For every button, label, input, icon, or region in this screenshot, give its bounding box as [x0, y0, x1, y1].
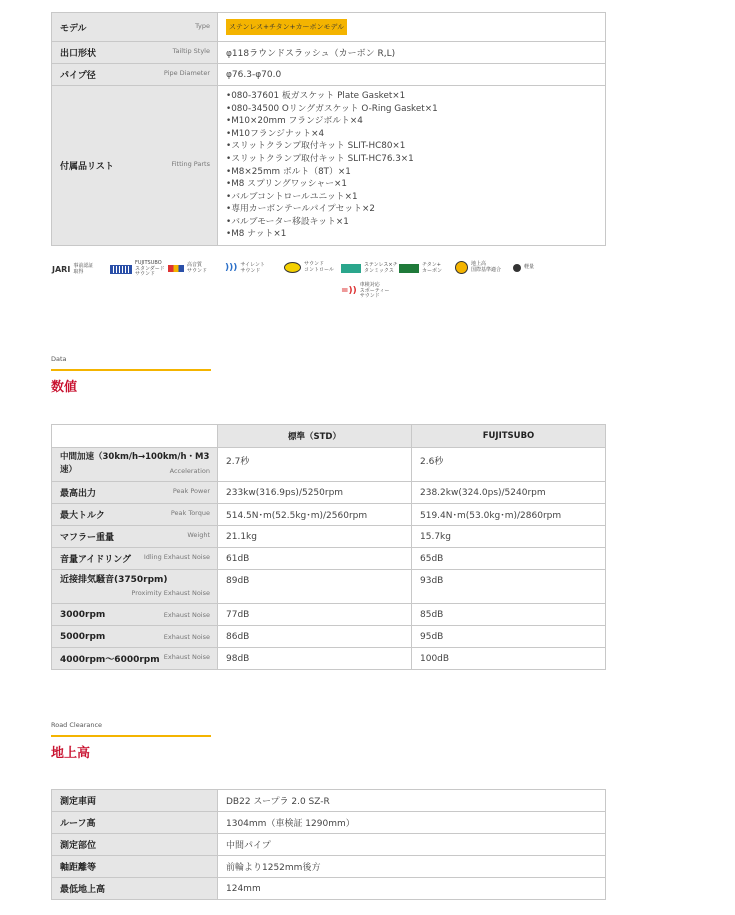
- data-section-underline: [51, 369, 211, 371]
- table-row: 測定車両 DB22 スープラ 2.0 SZ-R: [52, 790, 606, 812]
- data-table: [51, 424, 606, 670]
- sound-control-icon: サウンド コントロール: [284, 262, 334, 273]
- model-badge: ステンレス+チタン+カーボンモデル: [226, 19, 347, 35]
- spec-row-tailtip: [52, 42, 606, 64]
- list-item: •080-34500 Oリングガスケット O-Ring Gasket×1: [226, 103, 438, 114]
- spec-row-type: [52, 13, 606, 42]
- list-item: •専用カーボンテールパイプセット×2: [226, 204, 375, 215]
- table-row: 5000rpm Exhaust Noise 86dB 95dB: [52, 626, 606, 648]
- list-item: •スリットクランプ取付キット SLIT-HC80×1: [226, 141, 406, 152]
- list-item: •M8 ナット×1: [226, 229, 287, 240]
- clearance-section-label: Road Clearance: [51, 721, 103, 729]
- list-item: •M8 スプリングワッシャー×1: [226, 179, 347, 190]
- jari-icon: JARI 事前認証 取得: [52, 263, 94, 275]
- header-fujitsubo: FUJITSUBO: [412, 425, 606, 448]
- table-row: 4000rpm〜6000rpm Exhaust Noise 98dB 100dB: [52, 648, 606, 670]
- clearance-table: [51, 789, 606, 900]
- list-item: •M10フランジナット×4: [226, 128, 325, 139]
- list-item: •M10×20mm フランジボルト×4: [226, 116, 363, 127]
- spec-value: φ118ラウンドスラッシュ（カーボン R,L): [218, 42, 606, 64]
- silent-sound-icon: ))) サイレント サウンド: [225, 262, 265, 274]
- list-item: •M8×25mm ボルト（8T）×1: [226, 166, 351, 177]
- spec-value: φ76.3-φ70.0: [218, 64, 606, 86]
- spec-table: [51, 12, 606, 246]
- road-clearance-icon: 地上高 国際基準適合: [455, 261, 501, 274]
- spec-row-pipe: [52, 64, 606, 86]
- clearance-section-title: 地上高: [51, 746, 91, 761]
- spec-label: モデル Type: [52, 13, 218, 42]
- table-row: 中間加速（30km/h→100km/h・M3速） Acceleration 2.7秒 2.6秒: [52, 448, 606, 482]
- data-section-label: Data: [51, 355, 67, 363]
- spec-label: 出口形状 Tailtip Style: [52, 42, 218, 64]
- table-row: 最高出力 Peak Power 233kw(316.9ps)/5250rpm 238.2kw(324.0ps)/5240rpm: [52, 482, 606, 504]
- table-row: ルーフ高 1304mm（車検証 1290mm）: [52, 812, 606, 834]
- pro-sound-icon: =)) 車検対応 スポーティー サウンド: [341, 282, 390, 299]
- weight-icon: 軽量: [513, 264, 534, 272]
- table-row: 3000rpm Exhaust Noise 77dB 85dB: [52, 604, 606, 626]
- table-row: 最大トルク Peak Torque 514.5N･m(52.5kg･m)/2560rpm 519.4N･m(53.0kg･m)/2860rpm: [52, 504, 606, 526]
- spec-label: 付属品リスト Fitting Parts: [52, 86, 218, 246]
- data-section-title: 数値: [51, 380, 78, 395]
- table-row: 測定部位 中間パイプ: [52, 834, 606, 856]
- performance-sound-icon: 高音質 サウンド: [168, 263, 207, 274]
- table-row: 軸距離等 前輪より1252mm後方: [52, 856, 606, 878]
- list-item: •バルブモーター移設キット×1: [226, 216, 349, 227]
- spec-label: パイプ径 Pipe Diameter: [52, 64, 218, 86]
- fujitsubo-sound-icon: FUJITSUBO スタンダード サウンド: [110, 261, 165, 278]
- clearance-section-underline: [51, 735, 211, 737]
- titan-carbon-icon: チタン+ カーボン: [399, 263, 442, 274]
- list-item: •080-37601 板ガスケット Plate Gasket×1: [226, 90, 406, 101]
- list-item: •バルブコントロールユニット×1: [226, 191, 358, 202]
- list-item: •スリットクランプ取付キット SLIT-HC76.3×1: [226, 153, 414, 164]
- table-row: 近接排気騒音(3750rpm) Proximity Exhaust Noise 89dB 93dB: [52, 570, 606, 604]
- parts-list: [218, 86, 606, 246]
- spec-row-parts: [52, 86, 606, 246]
- table-row: 音量アイドリング Idling Exhaust Noise 61dB 65dB: [52, 548, 606, 570]
- header-std: 標準（STD）: [218, 425, 412, 448]
- table-row: 最低地上高 124mm: [52, 878, 606, 900]
- stainless-titan-icon: ステンレス×チ タンミックス: [341, 263, 398, 274]
- table-header: [52, 425, 606, 448]
- table-row: マフラー重量 Weight 21.1kg 15.7kg: [52, 526, 606, 548]
